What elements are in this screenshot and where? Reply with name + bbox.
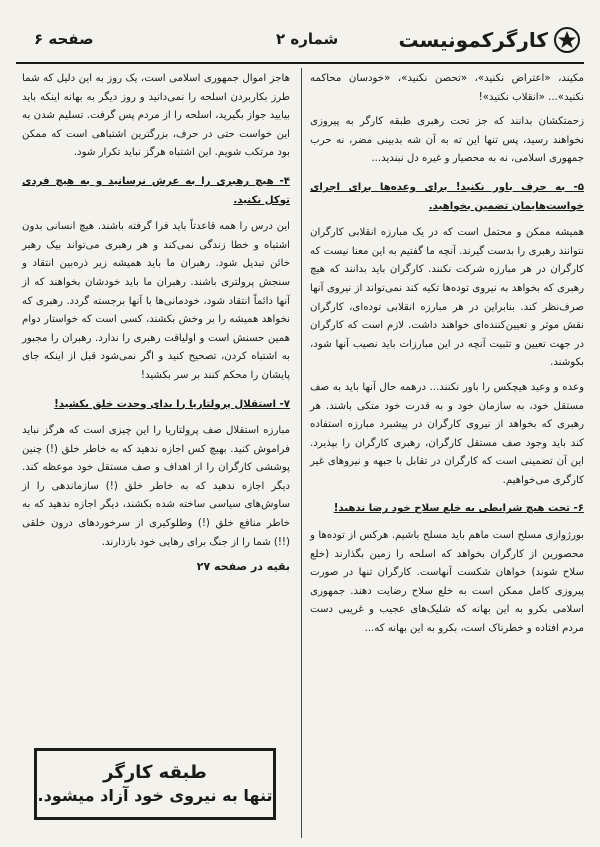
section-heading: ۷- استقلال پرولتاریا را بدای وحدت خلق بکشید! bbox=[54, 398, 290, 410]
issue-number: شماره ۲ bbox=[276, 30, 339, 48]
masthead bbox=[398, 22, 580, 58]
paragraph: هاجز اموال جمهوری اسلامی است، یک روز به این دلیل که شما طرز بکاربردن اسلحه را نمی‌دانید و روز دیگر به بهانه اینکه باید بیایید جواز بگیرید، اسلحه را از مردم پس گرفت. تسلیم شدن به این خواست حتی در حرف، بزرگترین اشتباهی است که ممکن بود مرتکب شویم. این اشتباه هرگز نباید تکرار شود. bbox=[22, 73, 290, 159]
paragraph: همیشه ممکن و محتمل است که در یک مبارزه انقلابی کارگران نتوانند رهبری را بدست گیرند. آنچه ما گفتیم به این معنا نیست که کارگران در هر مبارزه شرکت نکنند. کارگران باید بدانند که هیچ رهبری که بخواهد به نیروی توده‌ها تکیه کند نمی‌تواند از نیروی آنها صرف‌نظر کند. بنابراین در هر مبارزه انقلابی توده‌ای، کارگران نقش موثر و تعیین‌کننده‌ای خواهند داشت. لازم است که کارگران در جهت تعیین و تثبیت آنچه در این مبارزات باید نصیب آنها شود، بکوشند. bbox=[310, 227, 584, 369]
right-column bbox=[310, 70, 584, 645]
continued-note: بقیه در صفحه ۲۷ bbox=[196, 560, 290, 574]
paragraph: مبارزه استقلال صف پرولتاریا را این چیزی است که هرگز نباید فراموش کنید. بهیچ کس اجازه ندهید که به خاطر خلق (!) چنین پوششی کارگران را از اهداف و صف مستقل خود موعظه کند. دیگر اجازه ندهید که به خاطر خلق (!) سازماندهی را از ساوش‌های سیاسی ساخته شده بکشند، دیگر اجازه ندهید که به خاطر منافع خلق (!) وطلوکیری از سرخوردهای درون خلقی (!!) شما را از جنگ برای رهایی خود بازدارند. bbox=[22, 425, 290, 548]
slogan-box bbox=[34, 748, 276, 820]
page-header bbox=[16, 18, 584, 64]
section-heading: ۵- به حرف باور نکنید! برای وعده‌ها برای اجرای خواست‌هایمان تضمین بخواهید. bbox=[310, 181, 584, 212]
paragraph: بورژوازی مسلح است ماهم باید مسلح باشیم. هرکس از توده‌ها و محصورین از کارگران بخواهد که اسلحه را زمین بگذارند (خلع سلاح شوند) خواهان شکست آنهاست. کارگران تنها در صورت پیروزی کامل ممکن است به خلع سلاح رضایت دهند. جمهوری اسلامی بکرو به این بهانه که شلیک‌های عجیب و غریبی دست مردم افتاده و خطرناک است، بکرو به این بهانه که... bbox=[310, 530, 584, 635]
section-heading: ۶- تحت هیچ شرایطی به خلع سلاح خود رضا ندهید! bbox=[333, 503, 584, 515]
column-divider bbox=[301, 68, 302, 838]
star-emblem-icon bbox=[554, 27, 580, 53]
paragraph: این درس را همه قاعدتاً باید فرا گرفته باشند. هیچ انسانی بدون اشتباه و خطا زندگی نمی‌کند و هر رهبری می‌تواند بیک رهبر خائن تبدیل شود. رهبران ما باید همیشه زیر ذره‌بین انتقاد و سنجش پرولتری باشند. رهبران ما باید خودشان بخواهند که از آنها دائماً انتقاد شود، خودمانی‌ها با آنها برجسته گردد. رهبری که نخواهد همیشه را بر وخش بکشند، کسی است که خواستار دوام همین حسنش است و اولیاقت رهبری را ندارد. رهبران را مجبور به اشتباه کردن، تصحیح کنید و اگر نمی‌شود قبل از اینکه جای پایشان را محکم کنند بر سر بکشید! bbox=[22, 221, 290, 381]
masthead-title: کارگرکمونیست bbox=[398, 28, 548, 52]
paragraph: زحمتکشان بدانند که جز تحت رهبری طبقه کارگر به پیروزی نخواهند رسید، پس تنها این ته به آن شه بدبینی مضر، نه حرب جمهوری اسلامی، نه به محصیار و غیره دل نبندید... bbox=[310, 116, 584, 165]
section-heading: ۴- هیچ رهبری را به عرش نرسانید و به هیچ فردی توکل نکنید. bbox=[22, 175, 290, 206]
paragraph: وعده و وعید هیچکس را باور نکنند... درهمه حال آنها باید به صف مستقل خود، به سازمان خود و به قدرت خود متکی باشند. هر رهبری که بخواهد از نیروی کارگران در پیشبرد مبارزه استفاده کند باید وجود صف مستقل کارگران، رهبری کارگران را بپذیرد. این آن تضمینی است که کارگران در تقابل با جبهه و نیروهای غیر کارگری می‌خواهیم. bbox=[310, 381, 584, 486]
slogan-line-1: طبقه کارگر bbox=[103, 762, 207, 783]
slogan-line-2: تنها به نیروی خود آزاد میشود. bbox=[37, 786, 273, 805]
left-column bbox=[22, 70, 290, 577]
page-number: صفحه ۶ bbox=[34, 30, 94, 48]
paragraph: مکیند، «اعتراض نکنید»، «تحصن نکنید»، «خودسان محاکمه نکنید»... «انقلاب نکنید»! bbox=[310, 73, 584, 103]
